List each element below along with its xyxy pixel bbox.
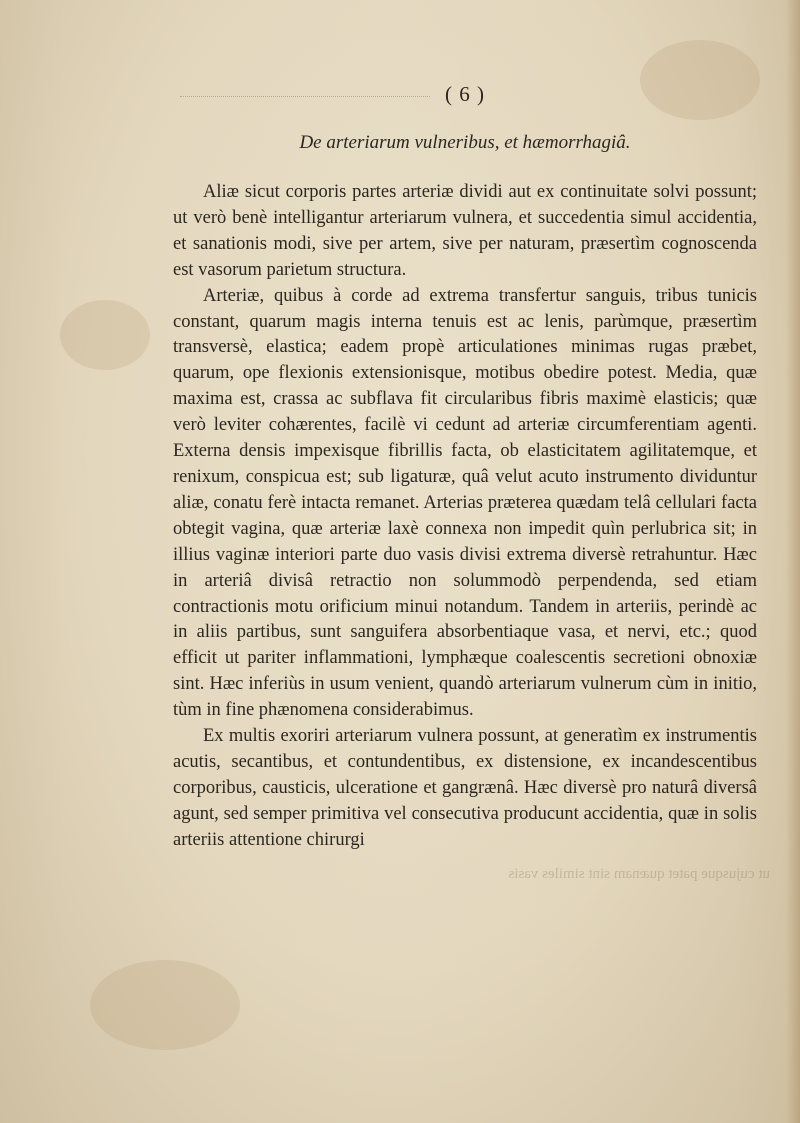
body-text (173, 180, 757, 854)
foxing-stain (640, 40, 760, 120)
section-title: De arteriarum vulneribus, et hæmorrhagiâ. (299, 132, 631, 153)
show-through-text: ut cujusque patet quænam sint similes vasis (508, 866, 770, 882)
paragraph-1: Aliæ sicut corporis partes arteriæ dividi aut ex continuitate solvi possunt; ut verò benè intelligantur arteriarum vulnera, et succedentia simul accidentia, et sanationis modi, sive per artem, sive per naturam, præsertìm cognoscenda est vasorum parietum structura. (173, 182, 757, 280)
page-edge-shadow (786, 0, 800, 1123)
paragraph-2: Arteriæ, quibus à corde ad extrema transfertur sanguis, tribus tunicis constant, quarum magis interna tenuis est ac lenis, parùmque, præsertìm transversè, elastica; eadem propè articulationes minimas rugas præbet, quarum, ope flexionis extensionisque, motibus obedire potest. Media, quæ maxima est, crassa ac subflava fit circularibus fibris maximè elasticis; quæ verò leviter cohærentes, facilè vi cedunt ad arteriæ circumferentiam agenti. Externa densis impexisque fibrillis facta, ob elasticitatem agilitatemque, et renixum, conspicua est; sub ligaturæ, quâ velut acuto instrumento dividuntur aliæ, conatu ferè intacta remanet. Arterias præterea quædam telâ cellulari facta obtegit vagina, quæ arteriæ laxè connexa non impedit quìn perlubrica sit; in illius vaginæ interiori parte duo vasis divisi extrema diversè retrahuntur. Hæc in arteriâ divisâ retractio non solummodò perpendenda, sed etiam contractionis motu orificium minui notandum. Tandem in arteriis, perindè ac in aliis partibus, sunt sanguifera absorbentiaque vasa, et nervi, etc.; quod efficit ut pariter inflammationi, lymphæque coalescentis secretioni obnoxiæ sint. Hæc inferiùs in usum venient, quandò arteriarum vulnerum cùm in initio, tùm in fine phænomena considerabimus. (173, 285, 757, 721)
page-number: ( 6 ) (445, 82, 485, 106)
foxing-stain (60, 300, 150, 370)
foxing-stain (90, 960, 240, 1050)
paragraph-3: Ex multis exoriri arteriarum vulnera possunt, at generatìm ex instrumentis acutis, secantibus, et contundentibus, ex distensione, ex incandescentibus corporibus, causticis, ulceratione et gangrænâ. Hæc diversè pro naturâ diversâ agunt, sed semper primitiva vel consecutiva producunt accidentia, quæ in solis arteriis attentione chirurgi (173, 726, 757, 850)
